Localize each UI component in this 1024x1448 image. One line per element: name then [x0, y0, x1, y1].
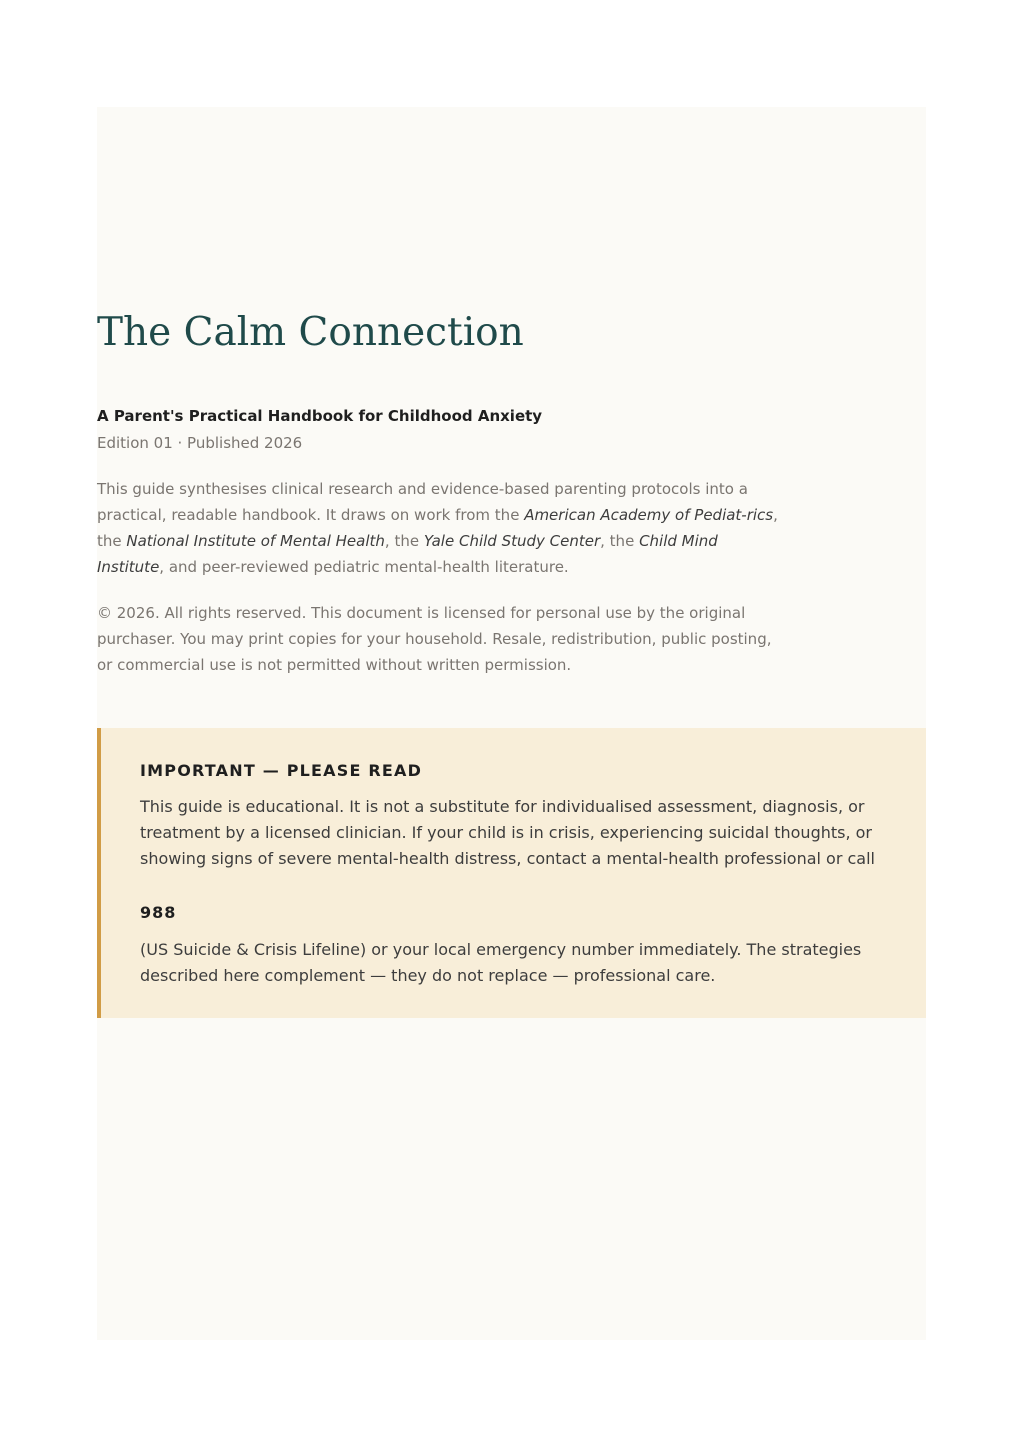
notice-body: This guide is educational. It is not a substitute for individualised assessment, diagnosis, or treatment by a licensed clinician. If your child is in crisis, experiencing suicidal thoughts, or showing signs of severe mental-health distress, contact a mental-health professional or call	[140, 797, 875, 868]
edition-line: Edition 01 · Published 2026	[97, 434, 303, 452]
org-nimh: National Institute of Mental Health	[126, 532, 385, 550]
document-page	[97, 107, 926, 1340]
notice-tail: (US Suicide & Crisis Lifeline) or your local emergency number immediately. The strategies described here complement — they do not replace — professional care.	[140, 940, 862, 985]
org-aap: American Academy of Pediat-rics	[524, 506, 774, 524]
important-notice	[97, 728, 926, 1018]
org-yale: Yale Child Study Center	[423, 532, 601, 550]
org-child-mind: Child Mind Institute	[97, 532, 718, 576]
intro-separator: , the	[384, 532, 424, 550]
notice-heading: IMPORTANT — PLEASE READ	[140, 761, 423, 780]
intro-separator: , the	[600, 532, 640, 550]
crisis-number: 988	[140, 903, 177, 922]
document-title: The Calm Connection	[97, 310, 524, 355]
intro-text-end: , and peer-reviewed pediatric mental-health literature.	[159, 558, 569, 576]
intro-separator: , the	[97, 506, 778, 550]
intro-paragraph	[97, 476, 787, 580]
document-subtitle: A Parent's Practical Handbook for Childhood Anxiety	[97, 407, 543, 425]
copyright-notice: © 2026. All rights reserved. This document is licensed for personal use by the original purchaser. You may print copies for your household. Resale, redistribution, public posting, or commercial use is not permitted without written permission.	[97, 604, 772, 674]
intro-text-start: This guide synthesises clinical research and evidence-based parenting protocols into a practical, readable handbook. It draws on work from the	[97, 480, 748, 524]
